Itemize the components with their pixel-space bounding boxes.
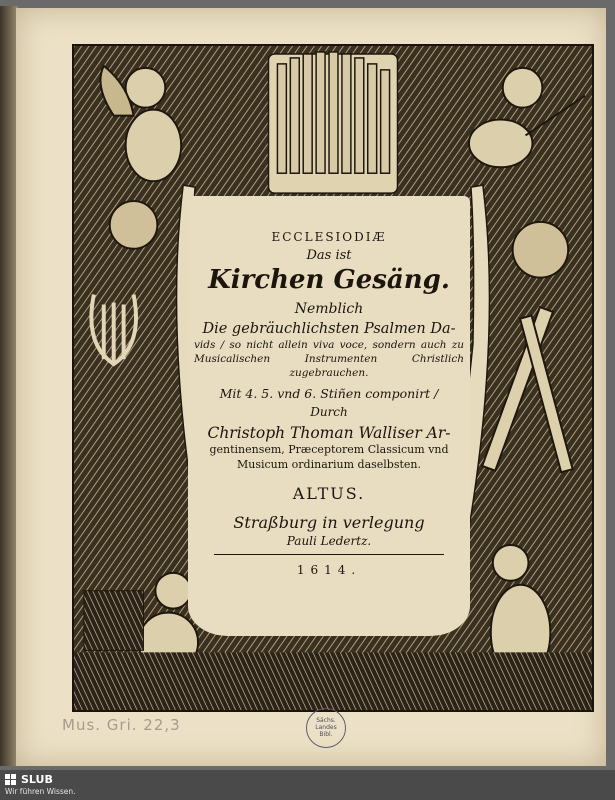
author-preposition: Durch [310, 405, 348, 419]
shelfmark: Mus. Gri. 22,3 [62, 716, 181, 734]
organ-pipes [268, 52, 397, 193]
imprint-publisher: Pauli Ledertz. [286, 534, 372, 548]
slub-logo-icon[interactable] [5, 774, 16, 785]
title-nemblich: Nemblich [294, 301, 364, 317]
imprint-place: Straßburg in verlegung [233, 513, 425, 532]
author-title: gentinensem, Præceptorem Classicum vnd Musicum ordinarium daselbsten. [209, 443, 449, 471]
title-connector: Das ist [306, 248, 352, 263]
title-text-block [188, 230, 470, 577]
imprint-year: 1614. [296, 563, 362, 577]
stamp-line-2: Landes [315, 724, 337, 731]
library-stamp [306, 708, 346, 748]
author-name: Christoph Thoman Walliser Ar- [207, 424, 451, 442]
slub-tagline: Wir führen Wissen. [5, 787, 76, 796]
description-line-2: vids / so nicht allein viva voce, sondern auch zu Musicalischen Instrumenten Christlich zugebrauchen. [194, 339, 464, 379]
voices-note: Mit 4. 5. vnd 6. Stiñen componirt / [219, 386, 439, 401]
stamp-line-1: Sächs. [316, 717, 336, 724]
stamp-line-3: Bibl. [319, 731, 333, 738]
imprint-rule [214, 554, 444, 555]
voice-part: ALTUS. [292, 484, 366, 503]
viewer-footer [0, 770, 615, 800]
work-title: ECCLESIODIÆ [271, 230, 387, 244]
subtitle-kirchen-gesang: Kirchen Gesäng. [208, 265, 450, 295]
title-page [16, 8, 606, 766]
slub-brand[interactable]: SLUB [21, 773, 53, 786]
description-line-1: Die gebräuchlichsten Psalmen Da- [202, 321, 456, 337]
